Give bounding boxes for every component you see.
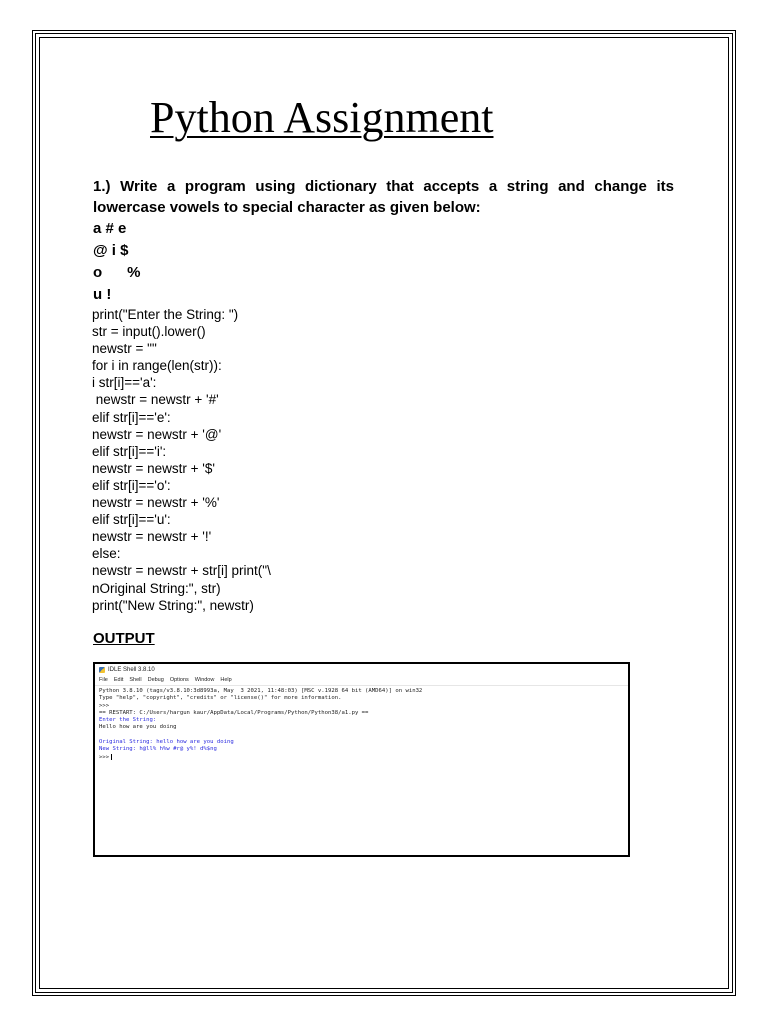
shell-titlebar (95, 664, 628, 676)
shell-menubar (95, 676, 628, 686)
shell-line: Type "help", "copyright", "credits" or "license()" for more information. (99, 695, 342, 702)
code-line: elif str[i]=='u': (92, 512, 171, 528)
menu-options: Options (169, 677, 189, 683)
shell-line: Enter the String: (99, 717, 157, 724)
code-line: newstr = "" (92, 341, 157, 357)
question-text: 1.) Write a program using dictionary that accepts a string and change its lowercase vowels to special character as given below: (93, 178, 674, 216)
vowel-map-line: @ i $ (93, 242, 129, 259)
menu-file: File (99, 677, 108, 683)
code-line: else: (92, 546, 121, 562)
code-line: newstr = newstr + '@' (92, 426, 222, 442)
shell-line: New String: h@ll% h%w #r@ y%! d%$ng (99, 746, 217, 753)
code-line: newstr = newstr + '!' (92, 529, 212, 545)
menu-debug: Debug (147, 677, 164, 683)
code-line: i str[i]=='a': (92, 375, 157, 391)
code-line: nOriginal String:", str) (92, 580, 221, 596)
code-line: print("New String:", newstr) (92, 597, 254, 613)
menu-help: Help (220, 677, 232, 683)
shell-window-title: IDLE Shell 3.8.10 (108, 667, 155, 673)
shell-line: Hello how are you doing (99, 724, 177, 731)
shell-prompt-line (99, 754, 624, 761)
vowel-map-line: o % (93, 264, 141, 281)
code-listing (92, 306, 271, 614)
vowel-map-line: u ! (93, 286, 112, 303)
code-line: newstr = newstr + str[i] print("\ (92, 563, 271, 579)
code-line: elif str[i]=='i': (92, 443, 167, 459)
code-line: newstr = newstr + '#' (92, 392, 219, 408)
shell-line (99, 732, 624, 739)
shell-output (95, 686, 628, 763)
shell-line: == RESTART: C:/Users/hargun kaur/AppData/Local/Programs/Python/Python38/a1.py == (99, 709, 369, 716)
shell-line: Python 3.8.10 (tags/v3.8.10:3d8993a, May 3 2021, 11:48:03) [MSC v.1928 64 bit (AMD64)] on win32 (99, 688, 423, 694)
code-line: elif str[i]=='e': (92, 409, 171, 425)
code-line: newstr = newstr + '$' (92, 460, 215, 476)
shell-prompt: >>> (99, 754, 110, 761)
code-line: for i in range(len(str)): (92, 358, 222, 374)
page-title: Python Assignment (150, 93, 494, 142)
vowel-map (93, 218, 141, 306)
idle-app-icon (99, 667, 105, 673)
text-cursor (111, 754, 112, 760)
menu-shell: Shell (129, 677, 142, 683)
vowel-map-line: a # e (93, 220, 127, 237)
code-line: newstr = newstr + '%' (92, 495, 220, 511)
output-heading: OUTPUT (93, 630, 155, 647)
code-line: elif str[i]=='o': (92, 477, 171, 493)
code-line: str = input().lower() (92, 324, 206, 340)
idle-shell-screenshot (93, 662, 630, 857)
shell-line: Original String: hello how are you doing (99, 739, 234, 746)
code-line: print("Enter the String: ") (92, 307, 239, 322)
shell-line: >>> (99, 702, 110, 709)
menu-window: Window (194, 677, 215, 683)
menu-edit: Edit (113, 677, 124, 683)
